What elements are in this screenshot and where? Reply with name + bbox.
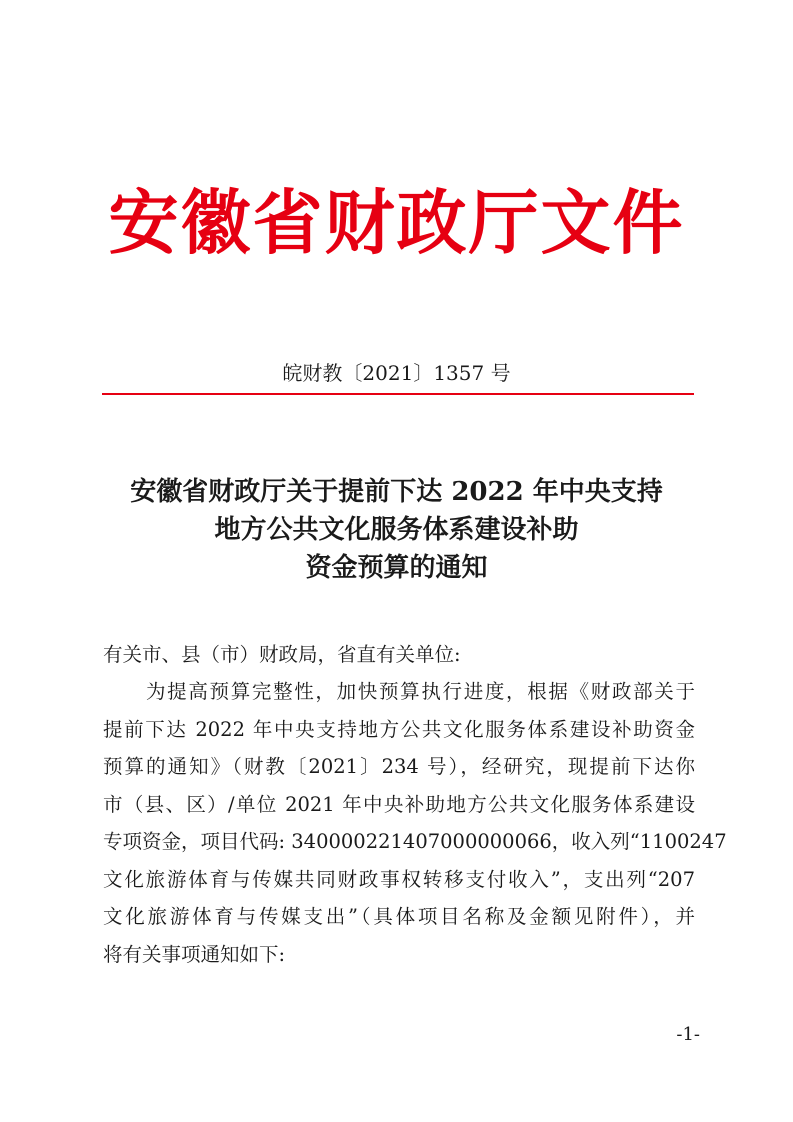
body-paragraph-line: 将有关事项通知如下: [103,943,286,966]
body-paragraph-line: 为提高预算完整性，加快预算执行进度，根据《财政部关于 [146,680,695,703]
body-paragraph-line: 文化旅游体育与传媒共同财政事权转移支付收入”，支出列“207 [103,868,695,891]
body-paragraph-line: 市（县、区）/单位 2021 年中央补助地方公共文化服务体系建设 [103,793,695,816]
document-title-line-1: 安徽省财政厅关于提前下达 2022 年中央支持 [130,477,663,507]
document-title-line-2: 地方公共文化服务体系建设补助 [214,515,579,545]
document-masthead: 安徽省财政厅文件 [108,181,685,264]
red-separator-line [102,393,694,395]
salutation: 有关市、县（市）财政局，省直有关单位: [103,643,461,666]
document-title-line-3: 资金预算的通知 [305,553,488,583]
body-paragraph-line: 提前下达 2022 年中央支持地方公共文化服务体系建设补助资金 [103,718,695,741]
body-paragraph-line: 专项资金，项目代码: 340000221407000000066，收入列“1100247 [103,830,727,853]
page-number: -1- [676,1024,700,1045]
body-paragraph-line: 文化旅游体育与传媒支出”（具体项目名称及金额见附件），并 [103,905,695,928]
document-number: 皖财教〔2021〕1357 号 [282,361,511,385]
body-paragraph-line: 预算的通知》（财教〔2021〕234 号），经研究，现提前下达你 [103,755,695,778]
